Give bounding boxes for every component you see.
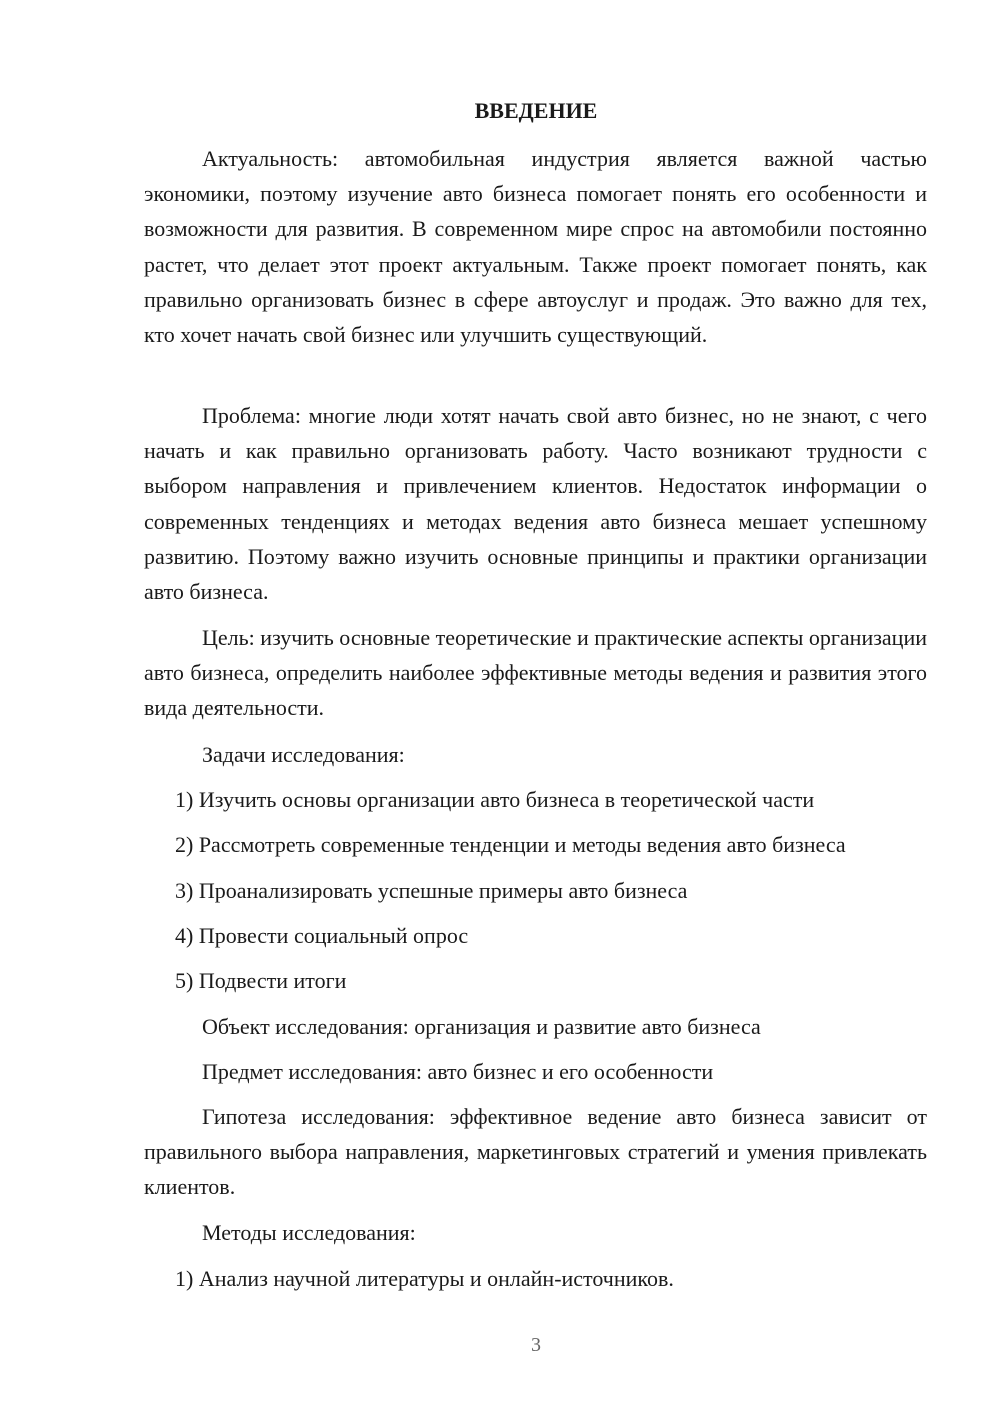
methods-heading: Методы исследования:: [202, 1220, 416, 1245]
task-item: 1) Изучить основы организации авто бизнеса в теоретической части: [175, 787, 815, 812]
task-item: 2) Рассмотреть современные тенденции и методы ведения авто бизнеса: [175, 832, 846, 857]
page-number: 3: [531, 1334, 541, 1356]
task-item: 3) Проанализировать успешные примеры авто бизнеса: [175, 878, 688, 903]
tasks-heading: Задачи исследования:: [202, 742, 405, 767]
research-subject: Предмет исследования: авто бизнес и его особенности: [202, 1059, 714, 1084]
research-object: Объект исследования: организация и развитие авто бизнеса: [202, 1014, 761, 1039]
problem-paragraph: Проблема: многие люди хотят начать свой авто бизнес, но не знают, с чего начать и как правильно организовать работу. Часто возникают трудности с выбором направления и привлечением клиентов. Недостаток информации о современных тенденциях и методах ведения авто бизнеса мешает успешному развитию. Поэтому важно изучить основные принципы и практики организации авто бизнеса.: [144, 403, 927, 605]
task-item: 4) Провести социальный опрос: [175, 923, 469, 948]
goal-paragraph: Цель: изучить основные теоретические и практические аспекты организации авто бизнеса, определить наиболее эффективные методы ведения и развития этого вида деятельности.: [144, 625, 927, 721]
method-item: 1) Анализ научной литературы и онлайн-источников.: [175, 1266, 674, 1291]
task-item: 5) Подвести итоги: [175, 968, 347, 993]
document-title: ВВЕДЕНИЕ: [474, 98, 598, 123]
relevance-paragraph: Актуальность: автомобильная индустрия является важной частью экономики, поэтому изучение авто бизнеса помогает понять его особенности и возможности для развития. В современном мире спрос на автомобили постоянно растет, что делает этот проект актуальным. Также проект помогает понять, как правильно организовать бизнес в сфере автоуслуг и продаж. Это важно для тех, кто хочет начать свой бизнес или улучшить существующий.: [144, 146, 927, 348]
hypothesis-paragraph: Гипотеза исследования: эффективное ведение авто бизнеса зависит от правильного выбора направления, маркетинговых стратегий и умения привлекать клиентов.: [144, 1104, 927, 1200]
